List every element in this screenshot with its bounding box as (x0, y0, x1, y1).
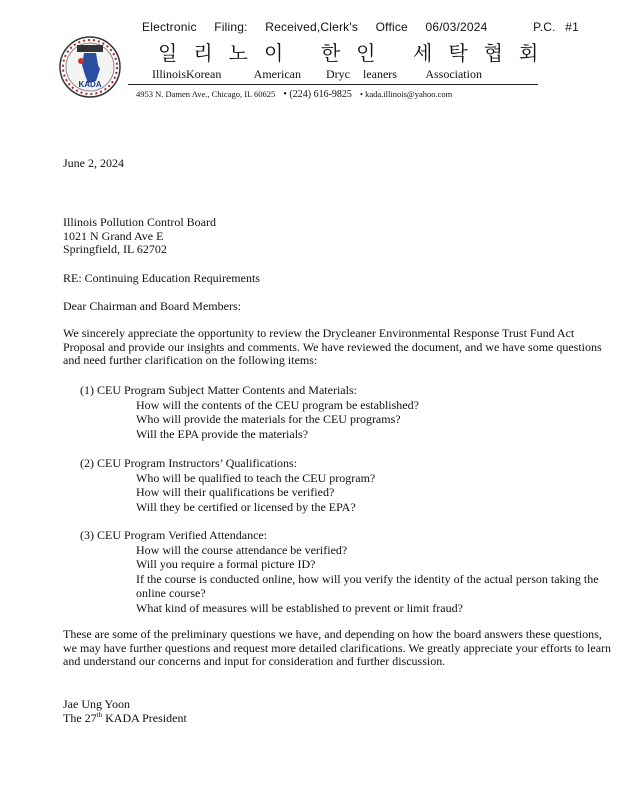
list-item (80, 572, 610, 601)
stamp-office: Office (375, 20, 408, 34)
email-address: • kada.illinois@yahoo.com (360, 89, 453, 99)
stamp-pc: P.C. (533, 20, 556, 34)
list-item (80, 471, 610, 486)
question-text: What kind of measures will be established to prevent or limit fraud? (136, 600, 463, 615)
question-list (80, 543, 610, 616)
stamp-number: #1 (565, 20, 579, 34)
signer-title-suffix: KADA President (102, 710, 187, 725)
header-divider (128, 84, 538, 85)
name-part: American (253, 67, 301, 81)
filing-stamp (142, 20, 593, 34)
closing-paragraph: These are some of the preliminary questions we have, and depending on how the board answers these questions, we may have further questions and request more detailed clarifications. We greatly appreciate your efforts to learn and understand our concerns and input for consideration and further discussion. (63, 627, 612, 669)
question-text: Who will provide the materials for the CEU programs? (136, 412, 401, 427)
recipient-address (63, 216, 216, 257)
letter-date: June 2, 2024 (63, 156, 124, 170)
list-item (80, 557, 610, 572)
kada-logo (58, 35, 122, 99)
name-part: IllinoisKorean (152, 67, 222, 81)
list-item (80, 500, 610, 515)
name-part: Association (425, 67, 482, 81)
section-title: (1) CEU Program Subject Matter Contents and Materials: (80, 383, 357, 397)
street-address: 4953 N. Damen Ave., Chicago, IL 60625 (136, 89, 276, 99)
list-item (80, 601, 610, 616)
question-text: Will they be certified or licensed by the EPA? (136, 499, 356, 514)
stamp-received: Received,Clerk's (265, 20, 359, 34)
list-item (80, 398, 610, 413)
recipient-line: Illinois Pollution Control Board (63, 215, 217, 229)
name-part: Dryc (325, 67, 350, 81)
signature-block (63, 698, 187, 725)
subject-line: RE: Continuing Education Requirements (63, 271, 260, 285)
question-text: How will their qualifications be verified? (136, 485, 335, 500)
section-title: (2) CEU Program Instructors’ Qualifications: (80, 456, 298, 470)
signer-title-ordinal: th (96, 710, 103, 719)
recipient-line: 1021 N Grand Ave E (63, 228, 164, 243)
korean-association-name: 일리노이 한인 세탁협회 (158, 43, 555, 65)
list-item (80, 543, 610, 558)
question-text: How will the course attendance be verified? (136, 542, 348, 557)
list-item (80, 427, 610, 442)
recipient-line: Springfield, IL 62702 (63, 242, 167, 257)
name-part: leaners (362, 67, 397, 81)
question-text: Who will be qualified to teach the CEU program? (136, 470, 376, 485)
question-section (80, 383, 610, 441)
question-list (80, 398, 610, 442)
question-text: Will you require a formal picture ID? (136, 557, 316, 572)
question-section (80, 528, 610, 616)
address-line (136, 89, 458, 100)
question-text: How will the contents of the CEU program be established? (136, 397, 419, 412)
phone-number: • (224) 616-9825 (283, 89, 352, 100)
question-text: Will the EPA provide the materials? (136, 426, 309, 441)
english-association-name (152, 67, 506, 82)
signer-title (63, 712, 187, 726)
question-text: If the course is conducted online, how will you verify the identity of the actual person taking the online course? (136, 571, 599, 601)
signer-title-prefix: The 27 (63, 710, 97, 725)
question-section (80, 456, 610, 514)
question-list (80, 471, 610, 515)
signer-name: Jae Ung Yoon (63, 697, 131, 711)
stamp-filing: Filing: (214, 20, 248, 34)
list-item (80, 485, 610, 500)
logo-text: KADA (78, 80, 102, 89)
stamp-date: 06/03/2024 (425, 20, 488, 34)
list-item (80, 412, 610, 427)
section-title: (3) CEU Program Verified Attendance: (80, 528, 268, 542)
salutation: Dear Chairman and Board Members: (63, 299, 241, 313)
stamp-electronic: Electronic (142, 20, 197, 34)
intro-paragraph: We sincerely appreciate the opportunity to review the Drycleaner Environmental Response Trust Fund Act Proposal and provide our insights and comments. We have reviewed the document, and we have some questions and need further clarification on the following items: (63, 326, 602, 368)
